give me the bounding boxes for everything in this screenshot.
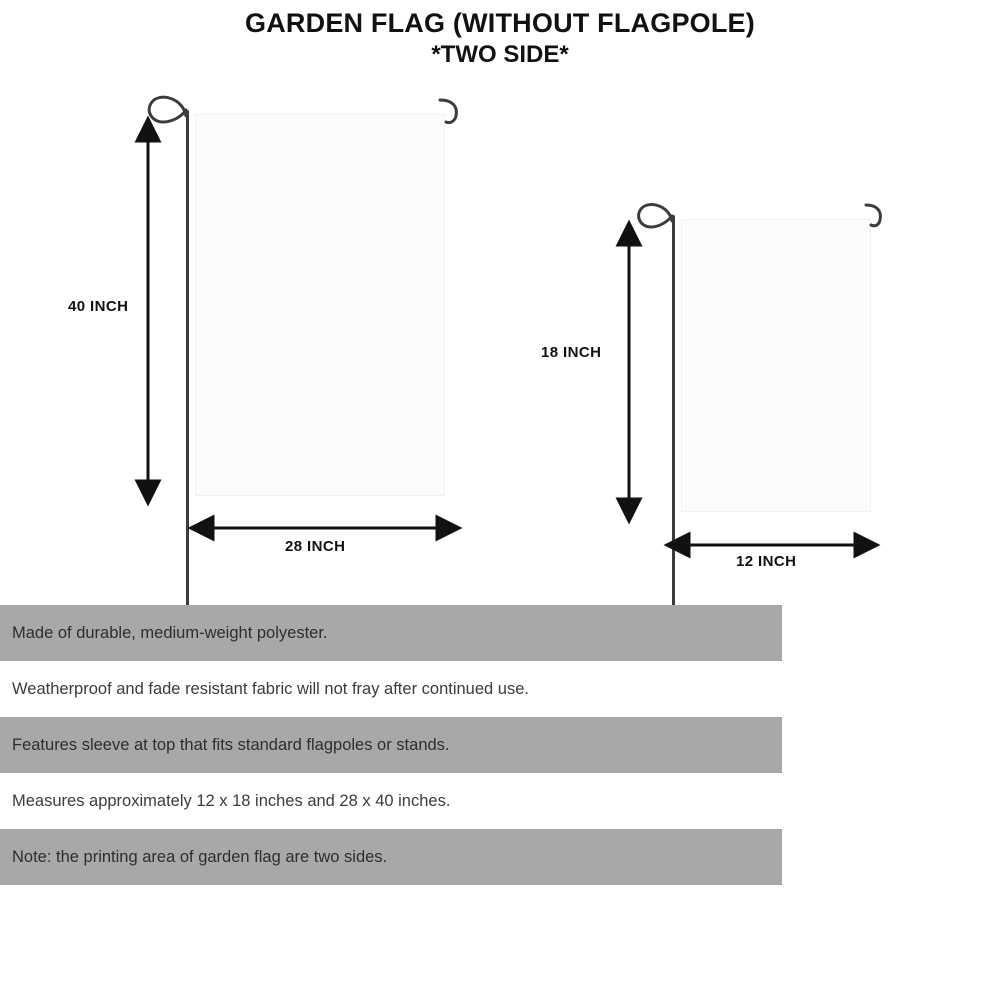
list-item xyxy=(0,773,782,829)
feature-text: Made of durable, medium-weight polyester. xyxy=(12,623,328,642)
title-main-text: GARDEN FLAG (WITHOUT FLAGPOLE) xyxy=(245,8,755,38)
feature-text: Note: the printing area of garden flag are two sides. xyxy=(12,847,388,866)
large-width-label: 28 INCH xyxy=(285,538,346,555)
flag-size-diagram xyxy=(0,80,1000,620)
diagram-overlay xyxy=(0,80,1000,620)
list-item xyxy=(0,661,782,717)
list-item xyxy=(0,829,782,885)
list-item xyxy=(0,717,782,773)
title-sub-text: *TWO SIDE* xyxy=(431,41,569,69)
page-title xyxy=(0,8,1000,70)
feature-list xyxy=(0,605,782,885)
small-flag-top-hook-icon xyxy=(866,205,880,226)
large-height-label: 40 INCH xyxy=(68,298,129,315)
small-width-label: 12 INCH xyxy=(736,553,797,570)
small-pole-hook-icon xyxy=(639,205,672,227)
list-item xyxy=(0,605,782,661)
feature-text: Features sleeve at top that fits standard flagpoles or stands. xyxy=(12,735,450,754)
small-height-label: 18 INCH xyxy=(541,344,602,361)
feature-text: Measures approximately 12 x 18 inches and 28 x 40 inches. xyxy=(12,791,451,810)
large-pole-hook-icon xyxy=(149,97,186,122)
large-flag-top-hook-icon xyxy=(440,100,456,123)
feature-text: Weatherproof and fade resistant fabric will not fray after continued use. xyxy=(12,679,529,698)
